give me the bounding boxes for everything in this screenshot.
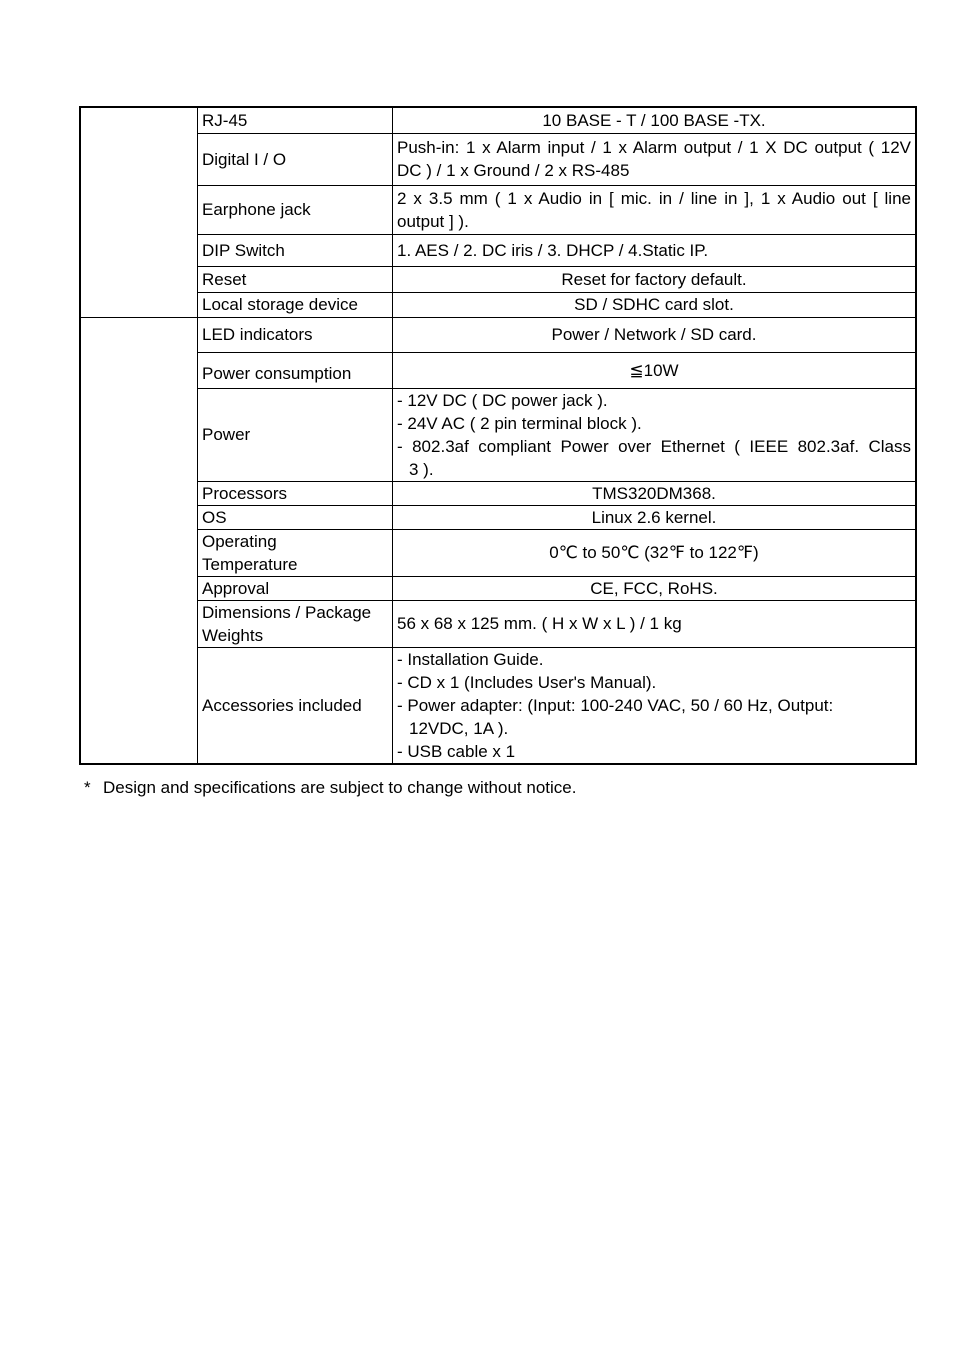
spec-label-line: Weights bbox=[202, 625, 264, 645]
footnote-marker: * bbox=[84, 778, 91, 797]
table-row bbox=[80, 292, 916, 317]
spec-value-line: - Power adapter: (Input: 100-240 VAC, 50 / 60 Hz, Output: bbox=[397, 695, 834, 715]
spec-value-line: Push-in: 1 x Alarm input / 1 x Alarm output / 1 X DC output ( 12V bbox=[397, 138, 911, 157]
table-row bbox=[80, 600, 916, 647]
spec-value-line: 3 ). bbox=[409, 459, 434, 479]
spec-label bbox=[198, 529, 393, 576]
spec-label: Approval bbox=[198, 576, 393, 600]
table-row bbox=[80, 234, 916, 266]
spec-value-line: - 802.3af compliant Power over Ethernet ( IEEE 802.3af. Class bbox=[397, 436, 911, 456]
spec-value-line: output ] ). bbox=[397, 211, 469, 231]
footnote bbox=[84, 778, 576, 798]
spec-label: RJ-45 bbox=[198, 107, 393, 133]
footnote-text: Design and specifications are subject to change without notice. bbox=[103, 778, 577, 797]
spec-label: DIP Switch bbox=[198, 234, 393, 266]
spec-value-line: - 12V DC ( DC power jack ). bbox=[397, 390, 608, 410]
table-row bbox=[80, 505, 916, 529]
table-row bbox=[80, 133, 916, 185]
table-row bbox=[80, 352, 916, 388]
spec-value: SD / SDHC card slot. bbox=[393, 292, 917, 317]
spec-label: Digital I / O bbox=[198, 133, 393, 185]
spec-label: Power consumption bbox=[198, 352, 393, 388]
spec-label-line: Operating bbox=[202, 531, 277, 551]
spec-value: CE, FCC, RoHS. bbox=[393, 576, 917, 600]
table-row bbox=[80, 576, 916, 600]
spec-value-line: DC ) / 1 x Ground / 2 x RS-485 bbox=[397, 161, 630, 180]
spec-label: Local storage device bbox=[198, 292, 393, 317]
spec-label: Reset bbox=[198, 266, 393, 292]
spec-label: Power bbox=[198, 388, 393, 481]
spec-value-line: 12VDC, 1A ). bbox=[409, 718, 509, 738]
table-row bbox=[80, 317, 916, 352]
spec-value-line: 2 x 3.5 mm ( 1 x Audio in [ mic. in / line in ], 1 x Audio out [ line bbox=[397, 188, 911, 208]
spec-label: Earphone jack bbox=[198, 185, 393, 234]
table-row bbox=[80, 481, 916, 505]
spec-value-line: - USB cable x 1 bbox=[397, 741, 516, 761]
spec-value: 56 x 68 x 125 mm. ( H x W x L ) / 1 kg bbox=[393, 600, 917, 647]
spec-value bbox=[393, 647, 917, 764]
spec-value: Linux 2.6 kernel. bbox=[393, 505, 917, 529]
spec-value bbox=[393, 133, 917, 185]
spec-value bbox=[393, 185, 917, 234]
spec-label bbox=[198, 600, 393, 647]
specifications-table bbox=[79, 106, 917, 765]
spec-value: Power / Network / SD card. bbox=[393, 317, 917, 352]
spec-label: Processors bbox=[198, 481, 393, 505]
table-row bbox=[80, 107, 916, 133]
spec-value bbox=[393, 388, 917, 481]
table-row bbox=[80, 185, 916, 234]
spec-value-line: - CD x 1 (Includes User's Manual). bbox=[397, 672, 657, 692]
spec-label: OS bbox=[198, 505, 393, 529]
spec-label-line: Temperature bbox=[202, 554, 298, 574]
table-row bbox=[80, 647, 916, 764]
spec-value: 0℃ to 50℃ (32℉ to 122℉) bbox=[393, 529, 917, 576]
spec-value: TMS320DM368. bbox=[393, 481, 917, 505]
spec-value-line: - 24V AC ( 2 pin terminal block ). bbox=[397, 413, 642, 433]
table-row bbox=[80, 266, 916, 292]
group-cell bbox=[80, 107, 198, 317]
spec-value: 10 BASE - T / 100 BASE -TX. bbox=[393, 107, 917, 133]
table-row bbox=[80, 529, 916, 576]
table-row bbox=[80, 388, 916, 481]
spec-value: ≦10W bbox=[393, 352, 917, 388]
spec-value: 1. AES / 2. DC iris / 3. DHCP / 4.Static IP. bbox=[393, 234, 917, 266]
spec-value: Reset for factory default. bbox=[393, 266, 917, 292]
spec-label: LED indicators bbox=[198, 317, 393, 352]
spec-label: Accessories included bbox=[198, 647, 393, 764]
spec-label-line: Dimensions / Package bbox=[202, 602, 372, 622]
spec-value-line: - Installation Guide. bbox=[397, 649, 544, 669]
group-cell bbox=[80, 317, 198, 764]
